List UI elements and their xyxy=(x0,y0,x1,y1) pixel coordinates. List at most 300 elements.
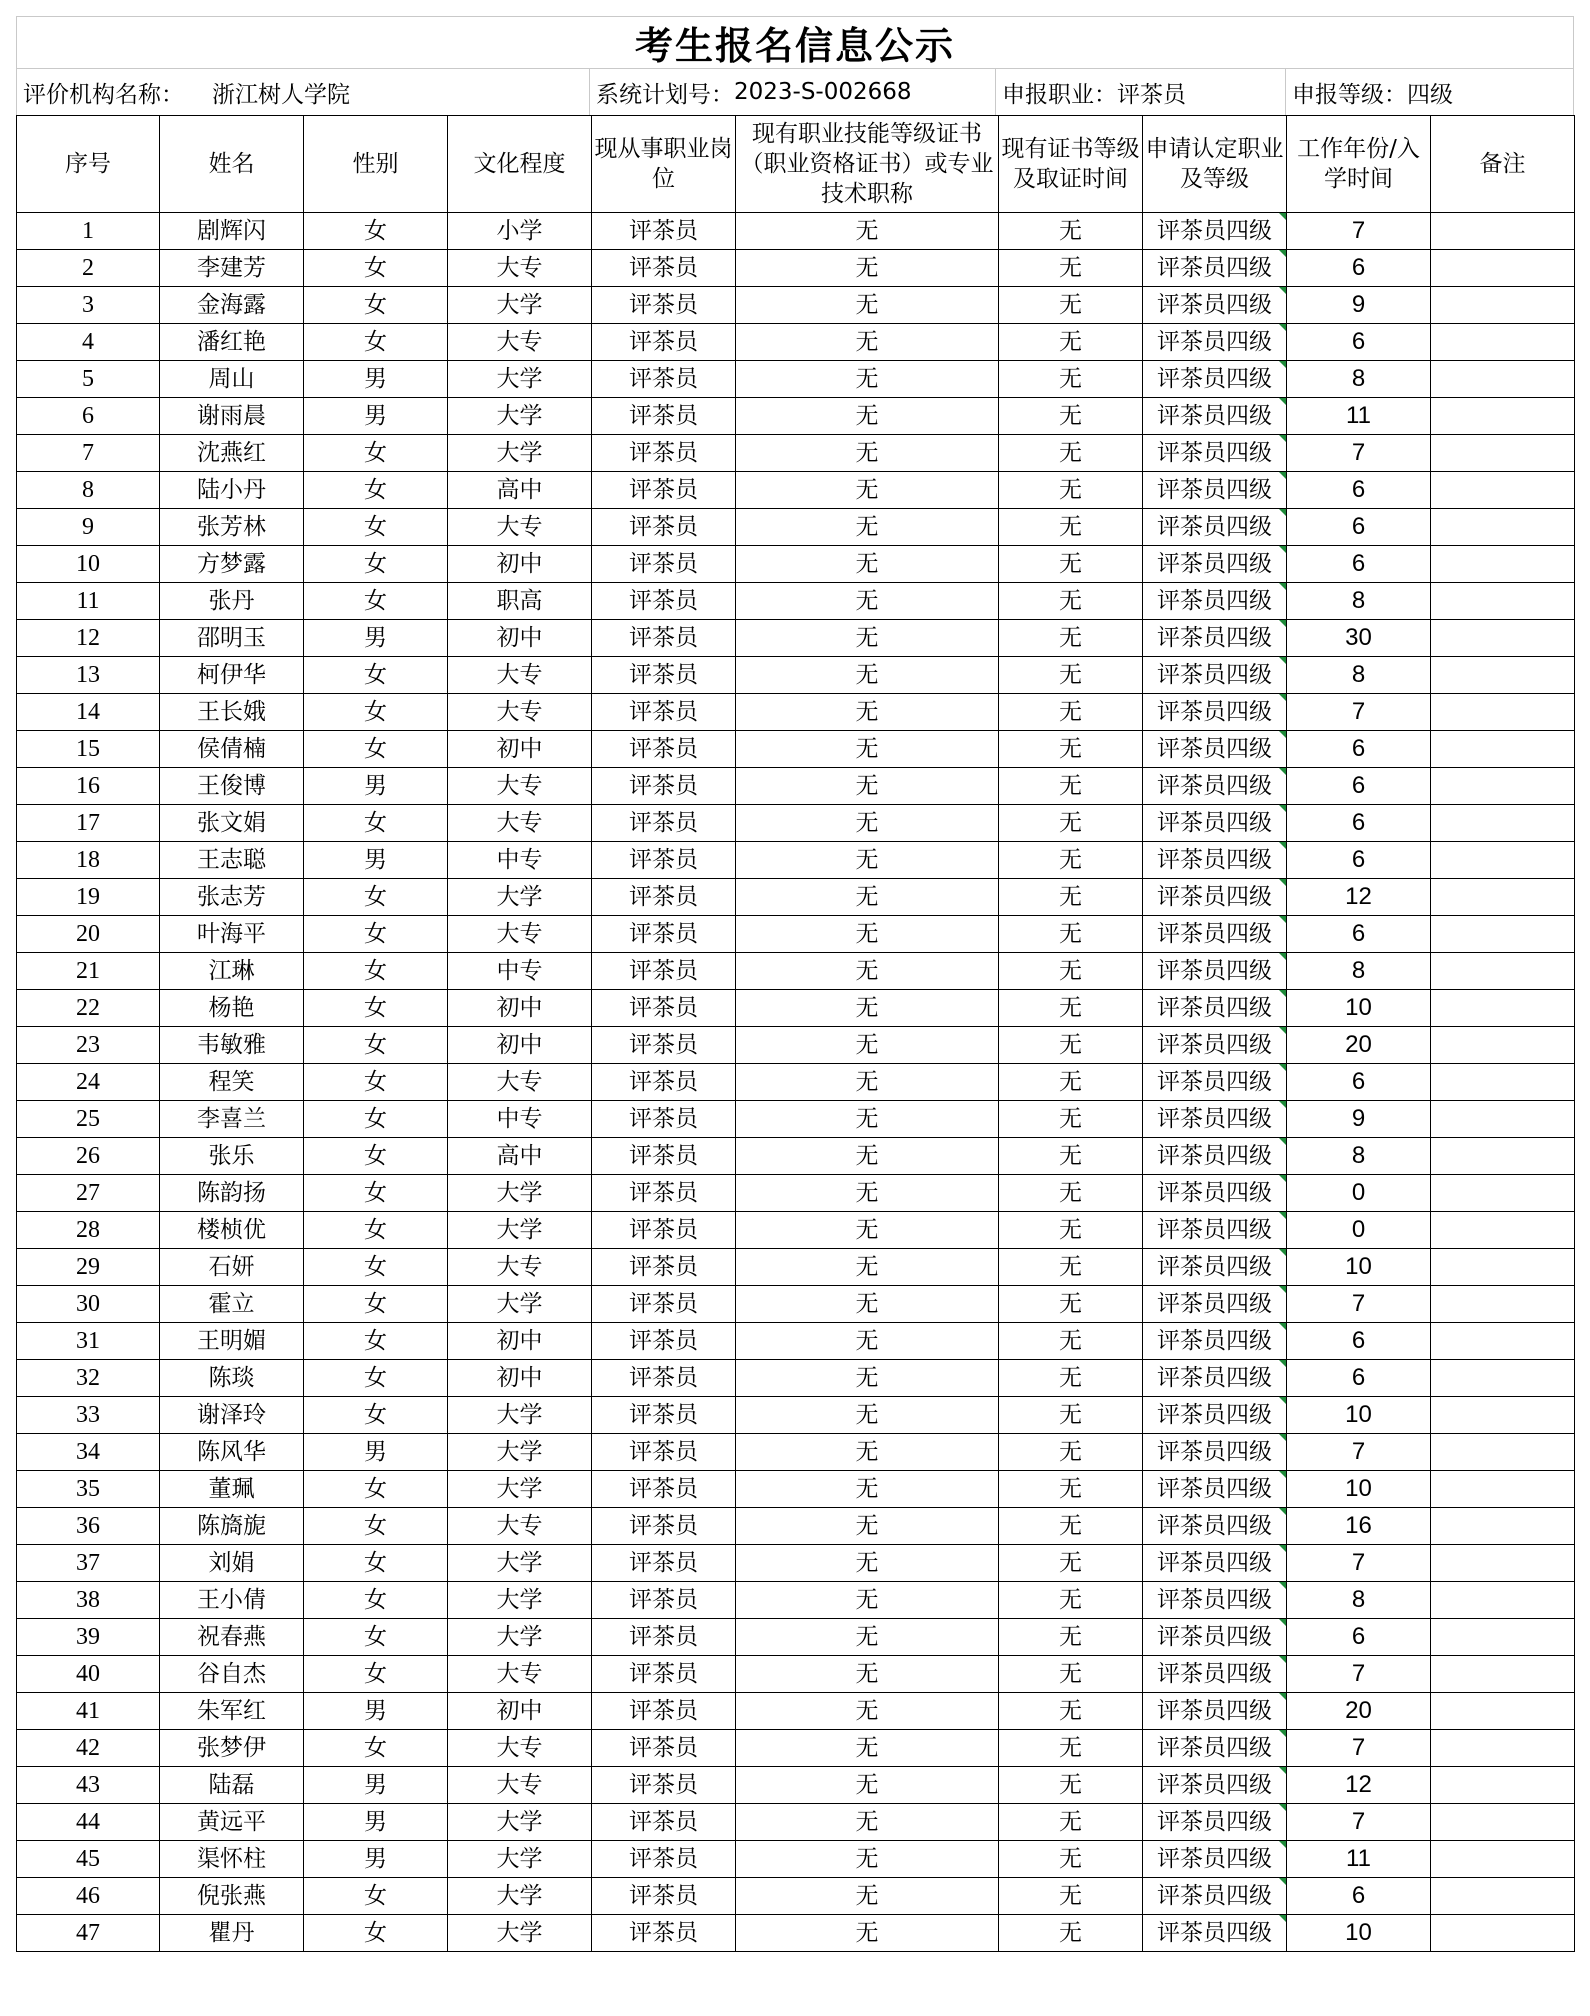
certificate-cell: 无 xyxy=(736,990,999,1027)
candidate-name-cell: 李喜兰 xyxy=(160,1101,304,1138)
current-post-cell: 评茶员 xyxy=(592,250,736,287)
applied-level-cell: 评茶员四级 xyxy=(1143,1286,1287,1323)
current-post-cell: 评茶员 xyxy=(592,1767,736,1804)
gender-cell: 女 xyxy=(304,805,448,842)
remark-cell xyxy=(1431,990,1575,1027)
row-number-cell: 47 xyxy=(17,1915,160,1952)
remark-cell xyxy=(1431,1212,1575,1249)
certificate-cell: 无 xyxy=(736,1804,999,1841)
gender-cell: 男 xyxy=(304,842,448,879)
table-row xyxy=(17,583,1575,620)
education-level-cell: 大学 xyxy=(448,1841,592,1878)
candidate-name-cell: 霍立 xyxy=(160,1286,304,1323)
row-number-cell: 21 xyxy=(17,953,160,990)
gender-cell: 女 xyxy=(304,1730,448,1767)
candidate-name-cell: 谷自杰 xyxy=(160,1656,304,1693)
current-post-cell: 评茶员 xyxy=(592,1323,736,1360)
work-years-cell: 12 xyxy=(1287,1767,1431,1804)
remark-cell xyxy=(1431,1471,1575,1508)
candidate-name-cell: 石妍 xyxy=(160,1249,304,1286)
current-post-cell: 评茶员 xyxy=(592,1064,736,1101)
table-row xyxy=(17,694,1575,731)
current-post-cell: 评茶员 xyxy=(592,1471,736,1508)
work-years-cell: 6 xyxy=(1287,916,1431,953)
current-post-cell: 评茶员 xyxy=(592,1545,736,1582)
education-level-cell: 大学 xyxy=(448,1175,592,1212)
remark-cell xyxy=(1431,1138,1575,1175)
certificate-cell: 无 xyxy=(736,1878,999,1915)
table-body xyxy=(17,213,1575,1952)
row-number-cell: 24 xyxy=(17,1064,160,1101)
table-row xyxy=(17,213,1575,250)
applied-level-cell: 评茶员四级 xyxy=(1143,287,1287,324)
current-post-cell: 评茶员 xyxy=(592,1175,736,1212)
table-row xyxy=(17,361,1575,398)
education-level-cell: 大学 xyxy=(448,1582,592,1619)
certificate-level-cell: 无 xyxy=(999,1582,1143,1619)
current-post-cell: 评茶员 xyxy=(592,990,736,1027)
table-row xyxy=(17,916,1575,953)
row-number-cell: 25 xyxy=(17,1101,160,1138)
applied-level-cell: 评茶员四级 xyxy=(1143,250,1287,287)
gender-cell: 女 xyxy=(304,1397,448,1434)
applied-level-cell: 评茶员四级 xyxy=(1143,657,1287,694)
candidate-name-cell: 邵明玉 xyxy=(160,620,304,657)
certificate-level-cell: 无 xyxy=(999,620,1143,657)
education-level-cell: 大学 xyxy=(448,879,592,916)
certificate-cell: 无 xyxy=(736,916,999,953)
row-number-cell: 38 xyxy=(17,1582,160,1619)
remark-cell xyxy=(1431,1249,1575,1286)
row-number-cell: 37 xyxy=(17,1545,160,1582)
education-level-cell: 职高 xyxy=(448,583,592,620)
certificate-cell: 无 xyxy=(736,620,999,657)
remark-cell xyxy=(1431,472,1575,509)
education-level-cell: 大学 xyxy=(448,287,592,324)
table-row xyxy=(17,1249,1575,1286)
certificate-cell: 无 xyxy=(736,435,999,472)
certificate-cell: 无 xyxy=(736,1545,999,1582)
gender-cell: 女 xyxy=(304,1138,448,1175)
work-years-cell: 10 xyxy=(1287,1471,1431,1508)
remark-cell xyxy=(1431,1915,1575,1952)
current-post-cell: 评茶员 xyxy=(592,1619,736,1656)
work-years-cell: 9 xyxy=(1287,1101,1431,1138)
certificate-level-cell: 无 xyxy=(999,583,1143,620)
applied-level-cell: 评茶员四级 xyxy=(1143,1175,1287,1212)
candidate-name-cell: 张乐 xyxy=(160,1138,304,1175)
work-years-cell: 8 xyxy=(1287,953,1431,990)
certificate-cell: 无 xyxy=(736,546,999,583)
row-number-cell: 42 xyxy=(17,1730,160,1767)
candidate-name-cell: 陈风华 xyxy=(160,1434,304,1471)
education-level-cell: 高中 xyxy=(448,1138,592,1175)
current-post-cell: 评茶员 xyxy=(592,509,736,546)
applied-level-cell: 评茶员四级 xyxy=(1143,1619,1287,1656)
work-years-cell: 6 xyxy=(1287,250,1431,287)
gender-cell: 女 xyxy=(304,1545,448,1582)
education-level-cell: 大学 xyxy=(448,1804,592,1841)
row-number-cell: 46 xyxy=(17,1878,160,1915)
table-row xyxy=(17,1397,1575,1434)
candidate-name-cell: 金海露 xyxy=(160,287,304,324)
current-post-cell: 评茶员 xyxy=(592,953,736,990)
candidate-name-cell: 剧辉闪 xyxy=(160,213,304,250)
applied-level-cell: 评茶员四级 xyxy=(1143,768,1287,805)
education-level-cell: 大专 xyxy=(448,1249,592,1286)
certificate-level-cell: 无 xyxy=(999,1730,1143,1767)
remark-cell xyxy=(1431,250,1575,287)
certificate-cell: 无 xyxy=(736,472,999,509)
occupation-cell xyxy=(996,69,1286,115)
work-years-cell: 6 xyxy=(1287,731,1431,768)
row-number-cell: 41 xyxy=(17,1693,160,1730)
work-years-cell: 10 xyxy=(1287,1915,1431,1952)
work-years-cell: 6 xyxy=(1287,1878,1431,1915)
current-post-cell: 评茶员 xyxy=(592,472,736,509)
certificate-cell: 无 xyxy=(736,324,999,361)
certificate-cell: 无 xyxy=(736,1064,999,1101)
candidate-name-cell: 瞿丹 xyxy=(160,1915,304,1952)
current-post-cell: 评茶员 xyxy=(592,1434,736,1471)
row-number-cell: 32 xyxy=(17,1360,160,1397)
applied-level-cell: 评茶员四级 xyxy=(1143,1323,1287,1360)
candidate-name-cell: 谢雨晨 xyxy=(160,398,304,435)
current-post-cell: 评茶员 xyxy=(592,657,736,694)
remark-cell xyxy=(1431,731,1575,768)
current-post-cell: 评茶员 xyxy=(592,805,736,842)
table-row xyxy=(17,1693,1575,1730)
education-level-cell: 大学 xyxy=(448,1878,592,1915)
candidate-name-cell: 杨艳 xyxy=(160,990,304,1027)
certificate-level-cell: 无 xyxy=(999,1619,1143,1656)
row-number-cell: 36 xyxy=(17,1508,160,1545)
applied-level-cell: 评茶员四级 xyxy=(1143,546,1287,583)
certificate-level-cell: 无 xyxy=(999,1545,1143,1582)
work-years-cell: 7 xyxy=(1287,1545,1431,1582)
work-years-cell: 11 xyxy=(1287,398,1431,435)
gender-cell: 女 xyxy=(304,879,448,916)
org-cell xyxy=(17,69,590,115)
gender-cell: 男 xyxy=(304,361,448,398)
gender-cell: 女 xyxy=(304,546,448,583)
certificate-level-cell: 无 xyxy=(999,1878,1143,1915)
certificate-level-cell: 无 xyxy=(999,1841,1143,1878)
remark-cell xyxy=(1431,1730,1575,1767)
certificate-cell: 无 xyxy=(736,1249,999,1286)
remark-cell xyxy=(1431,1027,1575,1064)
certificate-level-cell: 无 xyxy=(999,990,1143,1027)
education-level-cell: 大学 xyxy=(448,1915,592,1952)
gender-cell: 女 xyxy=(304,213,448,250)
candidate-name-cell: 谢泽玲 xyxy=(160,1397,304,1434)
candidate-name-cell: 陈旖旎 xyxy=(160,1508,304,1545)
candidate-name-cell: 李建芳 xyxy=(160,250,304,287)
level-cell xyxy=(1286,69,1573,115)
column-header: 现有职业技能等级证书（职业资格证书）或专业技术职称 xyxy=(736,116,999,213)
row-number-cell: 20 xyxy=(17,916,160,953)
row-number-cell: 18 xyxy=(17,842,160,879)
education-level-cell: 初中 xyxy=(448,990,592,1027)
work-years-cell: 7 xyxy=(1287,435,1431,472)
education-level-cell: 大专 xyxy=(448,916,592,953)
applied-level-cell: 评茶员四级 xyxy=(1143,1878,1287,1915)
work-years-cell: 0 xyxy=(1287,1175,1431,1212)
applied-level-cell: 评茶员四级 xyxy=(1143,842,1287,879)
work-years-cell: 7 xyxy=(1287,1434,1431,1471)
applied-level-cell: 评茶员四级 xyxy=(1143,1249,1287,1286)
org-label: 评价机构名称： xyxy=(23,81,184,108)
certificate-level-cell: 无 xyxy=(999,657,1143,694)
applied-level-cell: 评茶员四级 xyxy=(1143,620,1287,657)
applied-level-cell: 评茶员四级 xyxy=(1143,1767,1287,1804)
certificate-level-cell: 无 xyxy=(999,1508,1143,1545)
applied-level-cell: 评茶员四级 xyxy=(1143,509,1287,546)
remark-cell xyxy=(1431,546,1575,583)
row-number-cell: 17 xyxy=(17,805,160,842)
education-level-cell: 小学 xyxy=(448,213,592,250)
plan-label: 系统计划号： xyxy=(596,81,734,108)
education-level-cell: 中专 xyxy=(448,1101,592,1138)
applied-level-cell: 评茶员四级 xyxy=(1143,805,1287,842)
gender-cell: 女 xyxy=(304,1619,448,1656)
gender-cell: 女 xyxy=(304,916,448,953)
gender-cell: 女 xyxy=(304,435,448,472)
table-row xyxy=(17,546,1575,583)
certificate-cell: 无 xyxy=(736,842,999,879)
gender-cell: 男 xyxy=(304,1434,448,1471)
certificate-level-cell: 无 xyxy=(999,1915,1143,1952)
table-row xyxy=(17,1212,1575,1249)
work-years-cell: 10 xyxy=(1287,1397,1431,1434)
table-row xyxy=(17,1286,1575,1323)
gender-cell: 男 xyxy=(304,398,448,435)
row-number-cell: 16 xyxy=(17,768,160,805)
certificate-level-cell: 无 xyxy=(999,1471,1143,1508)
remark-cell xyxy=(1431,1286,1575,1323)
education-level-cell: 大专 xyxy=(448,324,592,361)
work-years-cell: 6 xyxy=(1287,1064,1431,1101)
remark-cell xyxy=(1431,842,1575,879)
column-header: 文化程度 xyxy=(448,116,592,213)
current-post-cell: 评茶员 xyxy=(592,1915,736,1952)
work-years-cell: 7 xyxy=(1287,694,1431,731)
certificate-cell: 无 xyxy=(736,657,999,694)
work-years-cell: 0 xyxy=(1287,1212,1431,1249)
certificate-level-cell: 无 xyxy=(999,213,1143,250)
certificate-cell: 无 xyxy=(736,1212,999,1249)
applied-level-cell: 评茶员四级 xyxy=(1143,694,1287,731)
applied-level-cell: 评茶员四级 xyxy=(1143,1212,1287,1249)
certificate-level-cell: 无 xyxy=(999,1804,1143,1841)
candidate-name-cell: 江琳 xyxy=(160,953,304,990)
remark-cell xyxy=(1431,324,1575,361)
work-years-cell: 6 xyxy=(1287,509,1431,546)
applied-level-cell: 评茶员四级 xyxy=(1143,213,1287,250)
spreadsheet xyxy=(16,16,1574,1952)
certificate-cell: 无 xyxy=(736,1841,999,1878)
candidate-name-cell: 朱军红 xyxy=(160,1693,304,1730)
work-years-cell: 7 xyxy=(1287,213,1431,250)
applied-level-cell: 评茶员四级 xyxy=(1143,1804,1287,1841)
table-row xyxy=(17,1582,1575,1619)
applied-level-cell: 评茶员四级 xyxy=(1143,1730,1287,1767)
remark-cell xyxy=(1431,435,1575,472)
candidate-name-cell: 张梦伊 xyxy=(160,1730,304,1767)
certificate-cell: 无 xyxy=(736,731,999,768)
certificate-level-cell: 无 xyxy=(999,879,1143,916)
candidate-name-cell: 渠怀柱 xyxy=(160,1841,304,1878)
work-years-cell: 11 xyxy=(1287,1841,1431,1878)
work-years-cell: 6 xyxy=(1287,546,1431,583)
current-post-cell: 评茶员 xyxy=(592,1582,736,1619)
row-number-cell: 1 xyxy=(17,213,160,250)
education-level-cell: 大专 xyxy=(448,1767,592,1804)
applied-level-cell: 评茶员四级 xyxy=(1143,731,1287,768)
table-row xyxy=(17,250,1575,287)
gender-cell: 女 xyxy=(304,1878,448,1915)
org-value: 浙江树人学院 xyxy=(212,81,350,108)
candidate-name-cell: 黄远平 xyxy=(160,1804,304,1841)
certificate-cell: 无 xyxy=(736,1508,999,1545)
row-number-cell: 4 xyxy=(17,324,160,361)
current-post-cell: 评茶员 xyxy=(592,1656,736,1693)
row-number-cell: 35 xyxy=(17,1471,160,1508)
gender-cell: 女 xyxy=(304,287,448,324)
certificate-cell: 无 xyxy=(736,1730,999,1767)
work-years-cell: 16 xyxy=(1287,1508,1431,1545)
certificate-level-cell: 无 xyxy=(999,916,1143,953)
occupation-value: 评茶员 xyxy=(1117,81,1186,108)
work-years-cell: 30 xyxy=(1287,620,1431,657)
certificate-level-cell: 无 xyxy=(999,398,1143,435)
remark-cell xyxy=(1431,583,1575,620)
current-post-cell: 评茶员 xyxy=(592,1878,736,1915)
remark-cell xyxy=(1431,1841,1575,1878)
applied-level-cell: 评茶员四级 xyxy=(1143,1915,1287,1952)
candidate-name-cell: 刘娟 xyxy=(160,1545,304,1582)
row-number-cell: 5 xyxy=(17,361,160,398)
certificate-level-cell: 无 xyxy=(999,953,1143,990)
certificate-cell: 无 xyxy=(736,953,999,990)
remark-cell xyxy=(1431,1582,1575,1619)
current-post-cell: 评茶员 xyxy=(592,731,736,768)
certificate-cell: 无 xyxy=(736,1286,999,1323)
row-number-cell: 14 xyxy=(17,694,160,731)
applied-level-cell: 评茶员四级 xyxy=(1143,361,1287,398)
column-header: 序号 xyxy=(17,116,160,213)
table-row xyxy=(17,842,1575,879)
education-level-cell: 大学 xyxy=(448,1286,592,1323)
row-number-cell: 33 xyxy=(17,1397,160,1434)
row-number-cell: 10 xyxy=(17,546,160,583)
column-header: 工作年份/入学时间 xyxy=(1287,116,1431,213)
applied-level-cell: 评茶员四级 xyxy=(1143,953,1287,990)
education-level-cell: 大专 xyxy=(448,1730,592,1767)
gender-cell: 女 xyxy=(304,250,448,287)
work-years-cell: 6 xyxy=(1287,1619,1431,1656)
gender-cell: 女 xyxy=(304,1360,448,1397)
candidate-name-cell: 倪张燕 xyxy=(160,1878,304,1915)
certificate-cell: 无 xyxy=(736,583,999,620)
gender-cell: 女 xyxy=(304,1656,448,1693)
current-post-cell: 评茶员 xyxy=(592,916,736,953)
current-post-cell: 评茶员 xyxy=(592,1508,736,1545)
table-row xyxy=(17,1619,1575,1656)
applied-level-cell: 评茶员四级 xyxy=(1143,1841,1287,1878)
page-title: 考生报名信息公示 xyxy=(16,16,1574,68)
applied-level-cell: 评茶员四级 xyxy=(1143,1101,1287,1138)
current-post-cell: 评茶员 xyxy=(592,1249,736,1286)
applied-level-cell: 评茶员四级 xyxy=(1143,472,1287,509)
table-row xyxy=(17,1175,1575,1212)
column-header: 性别 xyxy=(304,116,448,213)
row-number-cell: 45 xyxy=(17,1841,160,1878)
certificate-cell: 无 xyxy=(736,1767,999,1804)
current-post-cell: 评茶员 xyxy=(592,1101,736,1138)
plan-cell xyxy=(590,69,996,115)
row-number-cell: 27 xyxy=(17,1175,160,1212)
current-post-cell: 评茶员 xyxy=(592,879,736,916)
work-years-cell: 7 xyxy=(1287,1730,1431,1767)
current-post-cell: 评茶员 xyxy=(592,620,736,657)
education-level-cell: 大专 xyxy=(448,509,592,546)
row-number-cell: 8 xyxy=(17,472,160,509)
applied-level-cell: 评茶员四级 xyxy=(1143,1064,1287,1101)
certificate-level-cell: 无 xyxy=(999,1064,1143,1101)
table-row xyxy=(17,731,1575,768)
education-level-cell: 初中 xyxy=(448,620,592,657)
education-level-cell: 大学 xyxy=(448,1434,592,1471)
certificate-cell: 无 xyxy=(736,1175,999,1212)
table-row xyxy=(17,805,1575,842)
current-post-cell: 评茶员 xyxy=(592,1693,736,1730)
plan-value: 2023-S-002668 xyxy=(734,79,912,105)
education-level-cell: 大学 xyxy=(448,435,592,472)
level-value: 四级 xyxy=(1407,81,1453,108)
table-row xyxy=(17,287,1575,324)
remark-cell xyxy=(1431,1619,1575,1656)
row-number-cell: 19 xyxy=(17,879,160,916)
table-row xyxy=(17,1730,1575,1767)
candidate-name-cell: 王俊博 xyxy=(160,768,304,805)
table-row xyxy=(17,1508,1575,1545)
certificate-level-cell: 无 xyxy=(999,1693,1143,1730)
certificate-cell: 无 xyxy=(736,694,999,731)
gender-cell: 女 xyxy=(304,509,448,546)
certificate-cell: 无 xyxy=(736,1693,999,1730)
gender-cell: 女 xyxy=(304,990,448,1027)
table-row xyxy=(17,1360,1575,1397)
applied-level-cell: 评茶员四级 xyxy=(1143,1508,1287,1545)
gender-cell: 女 xyxy=(304,1212,448,1249)
row-number-cell: 2 xyxy=(17,250,160,287)
row-number-cell: 28 xyxy=(17,1212,160,1249)
row-number-cell: 31 xyxy=(17,1323,160,1360)
row-number-cell: 13 xyxy=(17,657,160,694)
remark-cell xyxy=(1431,1804,1575,1841)
gender-cell: 男 xyxy=(304,1841,448,1878)
certificate-cell: 无 xyxy=(736,1582,999,1619)
candidate-name-cell: 方梦露 xyxy=(160,546,304,583)
remark-cell xyxy=(1431,361,1575,398)
certificate-cell: 无 xyxy=(736,1397,999,1434)
current-post-cell: 评茶员 xyxy=(592,435,736,472)
gender-cell: 男 xyxy=(304,768,448,805)
gender-cell: 女 xyxy=(304,1175,448,1212)
education-level-cell: 大专 xyxy=(448,694,592,731)
work-years-cell: 10 xyxy=(1287,1249,1431,1286)
